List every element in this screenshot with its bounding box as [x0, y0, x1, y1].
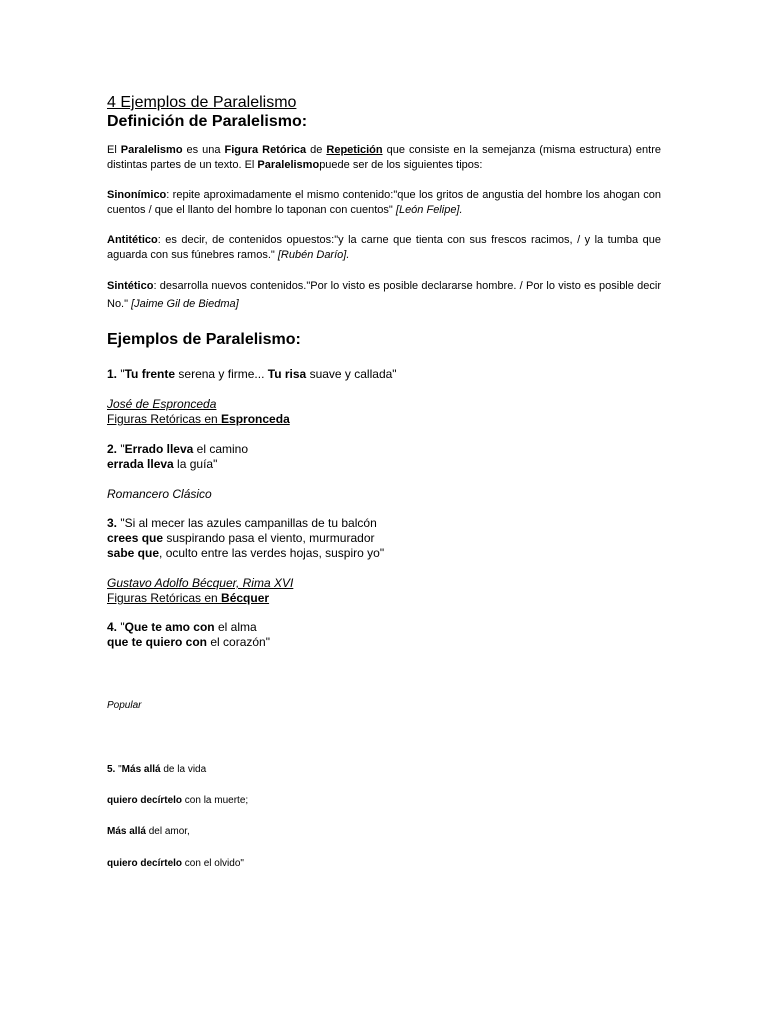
- type-description: : repite aproximadamente el mismo contenido:"que los gritos de angustia del hombre los ahogan con cuentos / que el llanto del hombre lo taponan con cuentos": [107, 189, 661, 216]
- example-number: 5.: [107, 764, 116, 775]
- emphasis: Errado lleva: [124, 442, 194, 456]
- emphasis: Más allá: [121, 764, 161, 775]
- type-description: : desarrolla nuevos contenidos."Por lo visto es posible declararse hombre. / Por lo visto es posible decir No.": [107, 280, 661, 310]
- link-text: Figuras Retóricas en: [107, 412, 222, 426]
- verse-text: el corazón": [207, 635, 270, 649]
- verse-text: con la muerte;: [182, 795, 249, 806]
- type-description: : es decir, de contenidos opuestos:"y la carne que tienta con sus frescos racimos, / y la tumba que aguarda con sus fúnebres ramos.": [107, 234, 661, 261]
- intro-paragraph: [107, 143, 661, 172]
- intro-text: que consiste en la semejanza (misma estructura) entre distintas partes de un texto. El: [107, 144, 662, 171]
- example-5-line-1: [107, 763, 206, 776]
- example-4-line-2: [107, 635, 270, 650]
- example-2-author: Romancero Clásico: [107, 487, 212, 501]
- verse-text: con el olvido": [182, 858, 244, 869]
- example-3-figures-link[interactable]: [107, 591, 269, 606]
- quote-mark: ": [117, 442, 125, 456]
- emphasis: Que te amo con: [124, 620, 215, 634]
- example-3-author-link[interactable]: Gustavo Adolfo Bécquer, Rima XVI: [107, 576, 294, 590]
- emphasis: crees que: [107, 531, 164, 545]
- example-number: 4.: [107, 620, 118, 634]
- link-text-bold: Espronceda: [221, 412, 290, 426]
- verse-text: de la vida: [160, 764, 207, 775]
- example-number: 1.: [107, 367, 118, 381]
- term-paralelismo: Paralelismo: [257, 158, 320, 171]
- quote-mark: ": [117, 367, 125, 381]
- example-4-line-1: [107, 620, 257, 635]
- example-number: 3.: [107, 516, 118, 530]
- example-2-line-2: [107, 457, 217, 472]
- example-5-line-2: [107, 794, 248, 807]
- example-1-figures-link[interactable]: [107, 412, 290, 427]
- example-1-line: [107, 367, 397, 382]
- definition-heading: Definición de Paralelismo:: [107, 113, 308, 130]
- example-3-line-1: [107, 516, 377, 531]
- verse-text: suspirando pasa el viento, murmurador: [163, 531, 375, 545]
- intro-text: de: [306, 144, 327, 156]
- emphasis: errada lleva: [107, 457, 174, 471]
- example-2-line-1: [107, 442, 248, 457]
- quote-mark: ": [115, 764, 122, 775]
- type-name: Sintético: [107, 280, 154, 292]
- example-3-line-2: [107, 531, 375, 546]
- emphasis: sabe que: [107, 546, 160, 560]
- emphasis: Tu risa: [267, 367, 307, 381]
- emphasis: quiero decírtelo: [107, 795, 183, 806]
- type-source: [León Felipe].: [395, 203, 463, 216]
- verse-text: , oculto entre las verdes hojas, suspiro yo": [159, 546, 385, 560]
- verse-text: suave y callada": [306, 367, 397, 381]
- type-source: [Jaime Gil de Biedma]: [131, 298, 239, 310]
- link-text-bold: Bécquer: [221, 591, 270, 605]
- example-5-line-3: [107, 825, 190, 838]
- intro-text: es una: [182, 144, 225, 156]
- term-figura-retorica: Figura Retórica: [224, 144, 307, 156]
- link-repeticion[interactable]: Repetición: [326, 144, 383, 156]
- example-4-author: Popular: [107, 700, 142, 711]
- example-number: 2.: [107, 442, 118, 456]
- examples-heading: Ejemplos de Paralelismo:: [107, 331, 301, 348]
- type-sinonimico: [107, 188, 661, 217]
- emphasis: quiero decírtelo: [107, 858, 183, 869]
- type-name: Sinonímico: [107, 189, 167, 201]
- quote-mark: ": [117, 620, 125, 634]
- type-source: [Rubén Darío].: [277, 248, 350, 261]
- verse-text: del amor,: [145, 826, 190, 837]
- type-antitetico: [107, 233, 661, 262]
- verse-text: serena y firme...: [175, 367, 268, 381]
- document-title: 4 Ejemplos de Paralelismo: [107, 94, 297, 111]
- emphasis: que te quiero con: [107, 635, 208, 649]
- example-5-line-4: [107, 857, 244, 870]
- verse-text: la guía": [173, 457, 218, 471]
- link-text: Figuras Retóricas en: [107, 591, 222, 605]
- intro-text: El: [107, 144, 121, 156]
- example-1-author-link[interactable]: José de Espronceda: [107, 397, 217, 411]
- intro-text: puede ser de los siguientes tipos:: [319, 158, 483, 171]
- verse-text: el alma: [214, 620, 257, 634]
- type-name: Antitético: [107, 234, 158, 246]
- type-sintetico: [107, 277, 661, 313]
- example-3-line-3: [107, 546, 384, 561]
- emphasis: Tu frente: [124, 367, 176, 381]
- verse-text: "Si al mecer las azules campanillas de tu balcón: [117, 516, 377, 530]
- emphasis: Más allá: [107, 826, 146, 837]
- verse-text: el camino: [193, 442, 249, 456]
- term-paralelismo: Paralelismo: [120, 144, 183, 156]
